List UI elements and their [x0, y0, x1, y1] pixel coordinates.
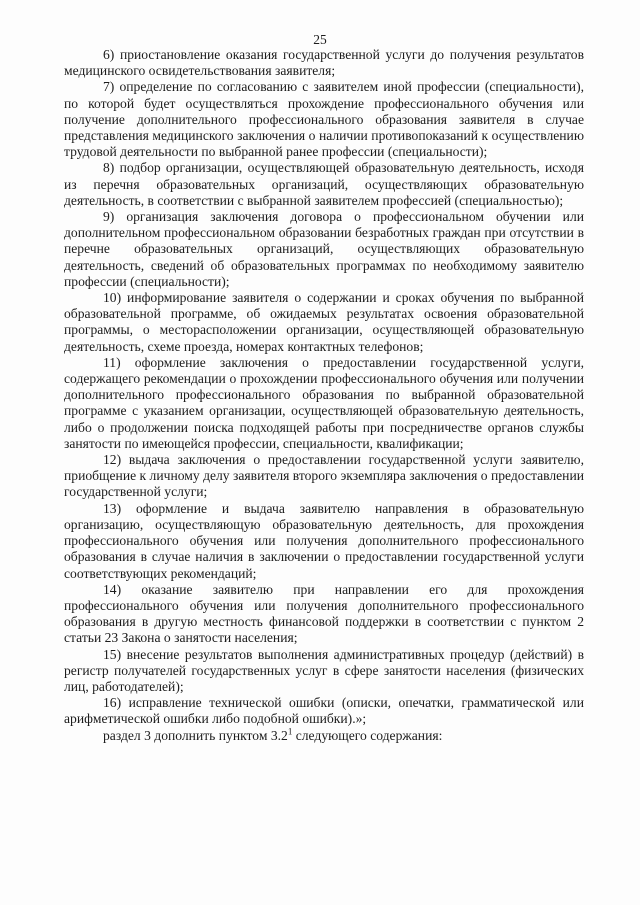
closing-text: раздел 3 дополнить пунктом 3.2 — [103, 727, 288, 743]
list-item-16: 16) исправление технической ошибки (описки, опечатки, грамматической или арифметической ошибки либо подобной ошибки).»; — [64, 695, 584, 727]
page-number: 25 — [313, 32, 327, 47]
list-item-11: 11) оформление заключения о предоставлении государственной услуги, содержащего рекомендации о прохождении профессионального обучения или получении дополнительного профессионального образования по выбранной образовательной программе с указанием организации, осуществляющей образовательную деятельность, либо о продолжении поиска подходящей работы при посредничестве органов службы занятости по имеющейся профессии, специальности, квалификации; — [64, 354, 584, 451]
list-item-12: 12) выдача заключения о предоставлении государственной услуги заявителю, приобщение к личному делу заявителя второго экземпляра заключения о предоставлении государственной услуги; — [64, 452, 584, 500]
closing-superscript: 1 — [287, 726, 293, 736]
list-item-15: 15) внесение результатов выполнения административных процедур (действий) в регистр получателей государственных услуг в сфере занятости населения (физических лиц, работодателей); — [64, 646, 584, 694]
list-item-6: 6) приостановление оказания государственной услуги до получения результатов медицинского освидетельствования заявителя; — [64, 47, 584, 79]
closing-text-end: следующего содержания: — [292, 727, 443, 743]
document-body — [64, 47, 584, 744]
list-item-9: 9) организация заключения договора о профессиональном обучении или дополнительном профессиональном образовании безработных граждан при отсутствии в перечне образовательных организаций, осуществляющих образовательную деятельность, сведений об образовательных программах по необходимому заявителю профессии (специальности); — [64, 209, 584, 289]
list-item-14: 14) оказание заявителю при направлении его для прохождения профессионального обучения или получения дополнительного профессионального образования в другую местность финансовой поддержки в соответствии с пунктом 2 статьи 23 Закона о занятости населения; — [64, 581, 584, 646]
list-item-8: 8) подбор организации, осуществляющей образовательную деятельность, исходя из перечня образовательных организаций, осуществляющих образовательную деятельность, в соответствии с выбранной заявителем профессией (специальностью); — [64, 160, 584, 208]
list-item-10: 10) информирование заявителя о содержании и сроках обучения по выбранной образовательной программе, об ожидаемых результатах освоения образовательной программы, о месторасположении организации, осуществляющей образовательную деятельность, схеме проезда, номерах контактных телефонов; — [64, 290, 584, 354]
list-item-13: 13) оформление и выдача заявителю направления в образовательную организацию, осуществляющую образовательную деятельность, для прохождения профессионального обучения или получения дополнительного профессионального образования в случае наличия в заключении о предоставлении государственной услуги соответствующих рекомендаций; — [64, 500, 584, 581]
closing-paragraph — [64, 728, 584, 744]
list-item-7: 7) определение по согласованию с заявителем иной профессии (специальности), по которой будет осуществляться прохождение профессионального обучения или получение дополнительного профессионального образования заявителя в случае представления медицинского заключения о наличии противопоказаний к осуществлению трудовой деятельности по выбранной ранее профессии (специальности); — [64, 79, 584, 160]
